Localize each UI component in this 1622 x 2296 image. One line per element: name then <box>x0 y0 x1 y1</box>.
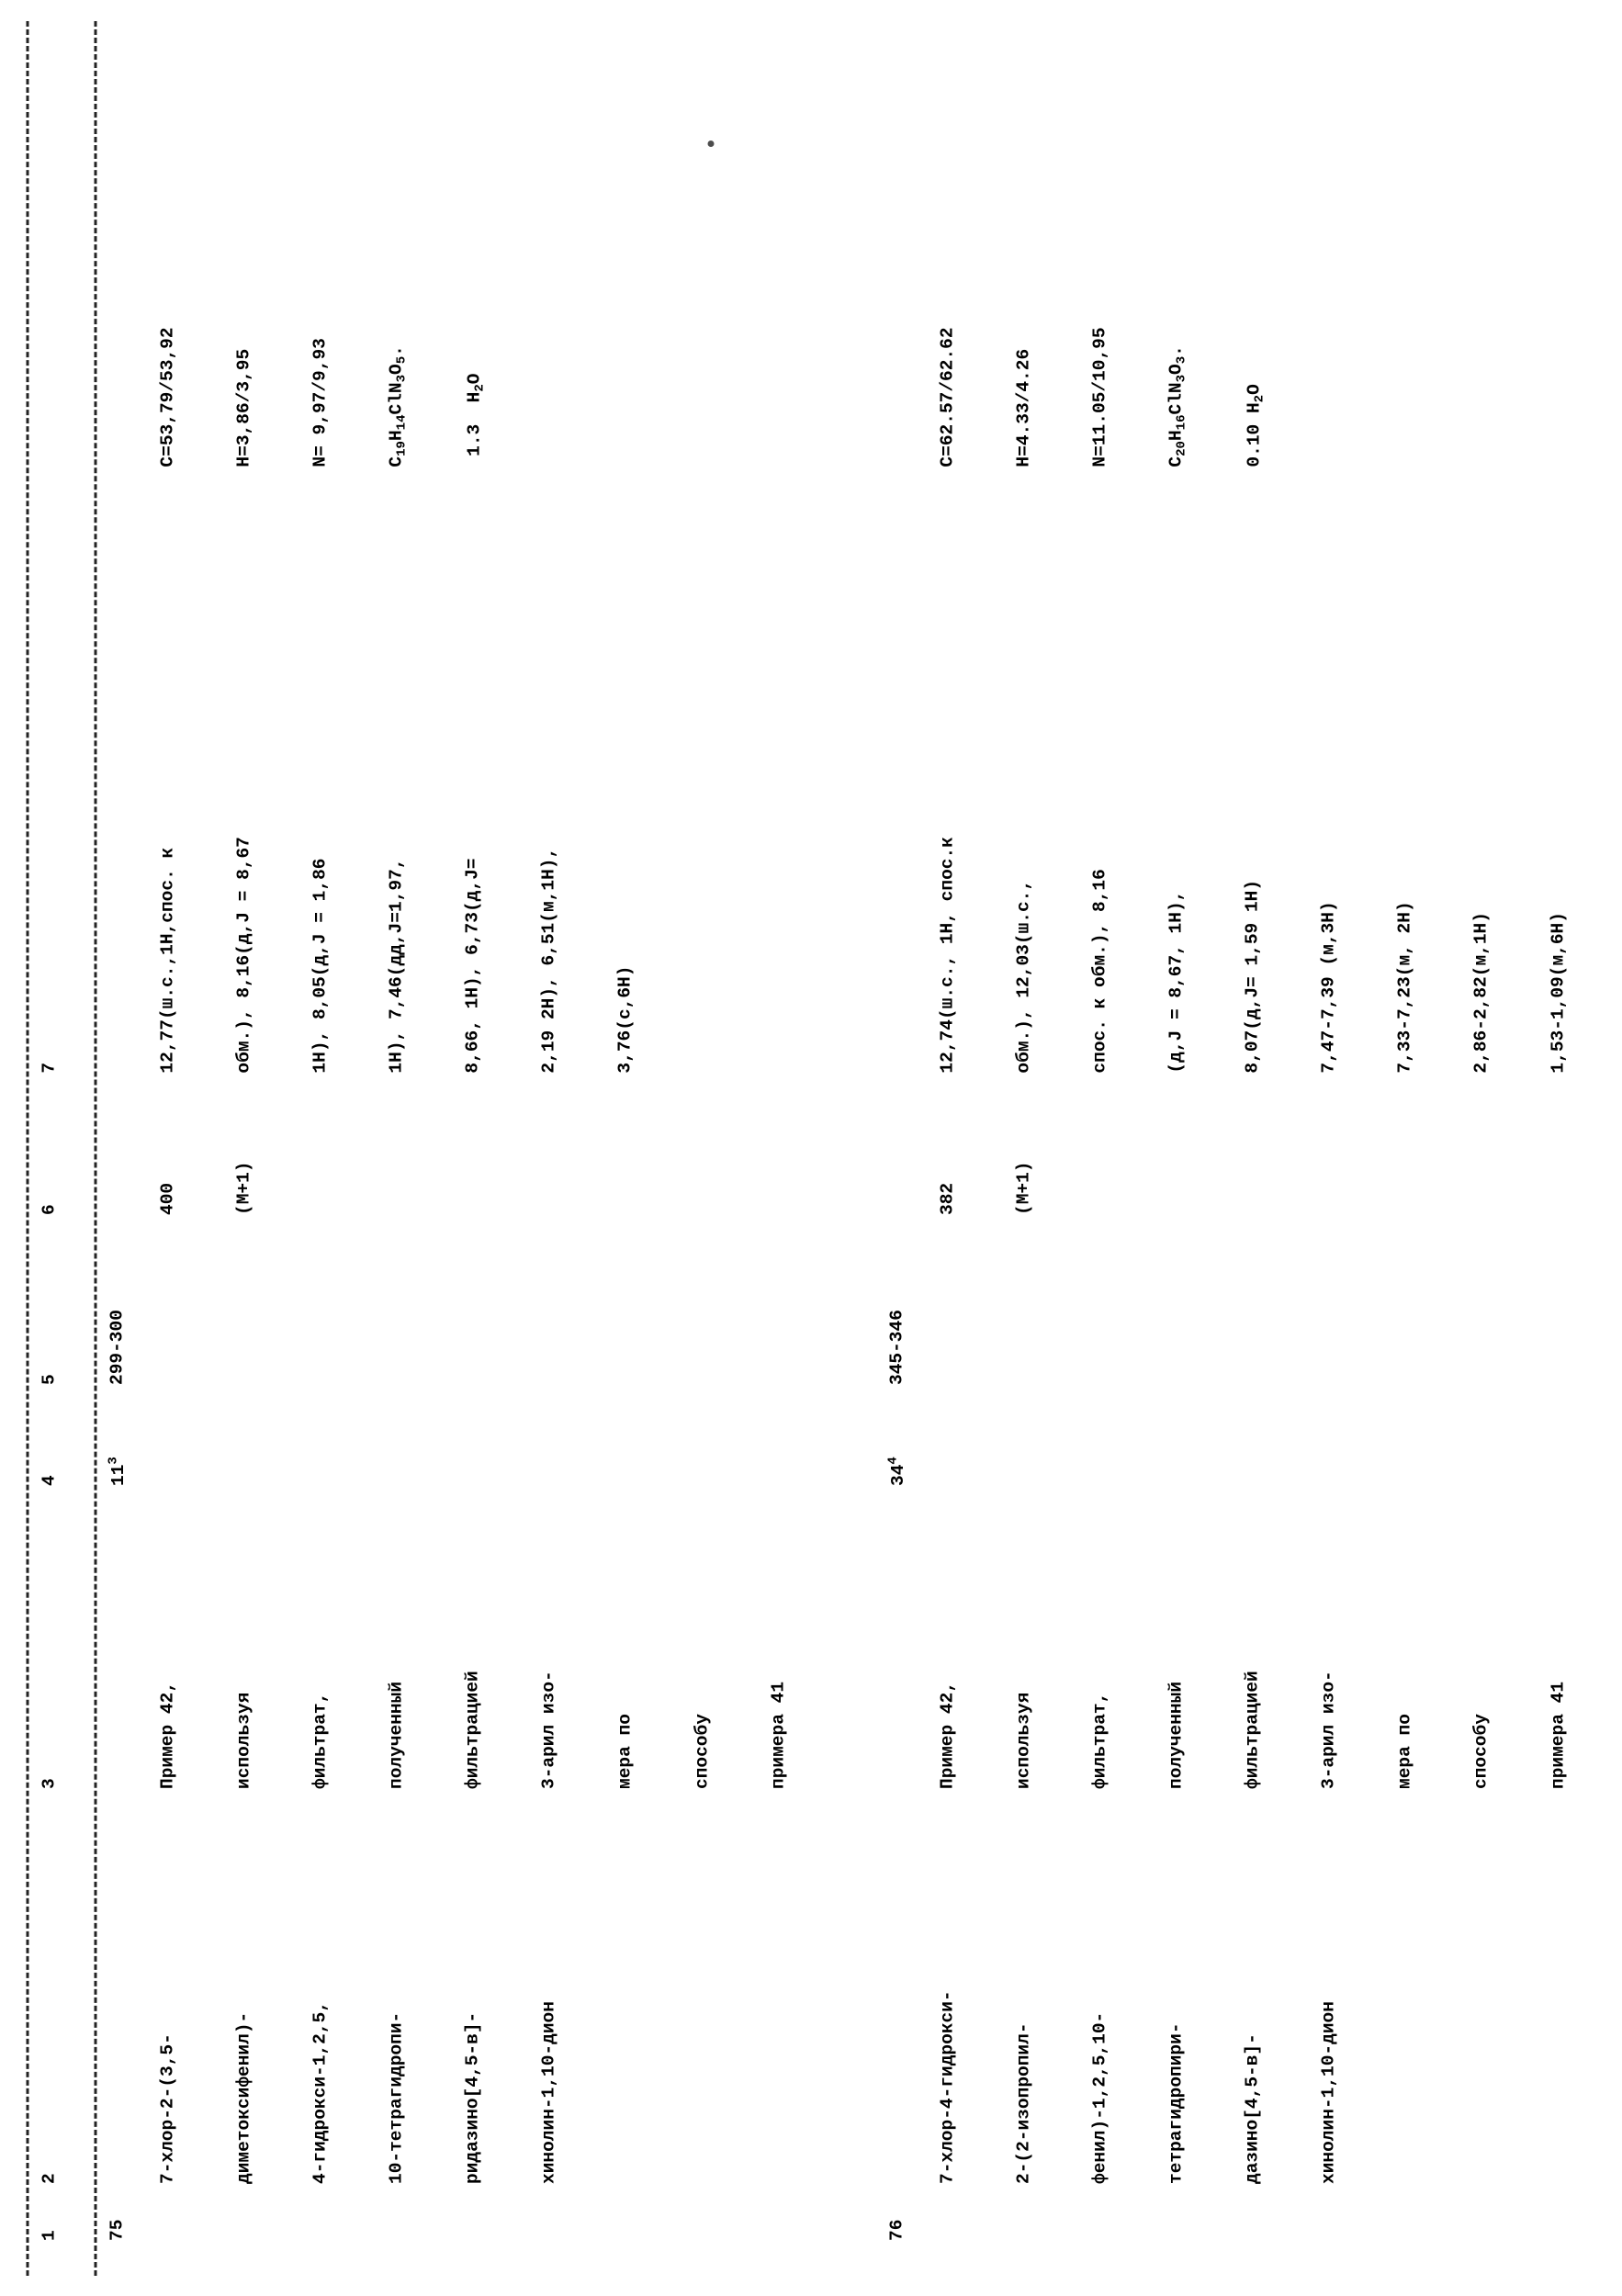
elemental-analysis-cell <box>105 82 842 467</box>
column-header-2: 2 <box>39 2173 59 2184</box>
compound-name-line: хинолин-1,10-дион <box>538 2001 559 2184</box>
analysis-line: N= 9,97/9,93 <box>310 338 331 467</box>
compound-name-line: ридазино[4,5-в]- <box>462 2011 483 2184</box>
analysis-hydrate: 1.3 $H_2O$ <box>464 373 488 467</box>
nmr-line: 8,66, 1Н), 6,73(д,J= <box>462 858 483 1074</box>
column-header-4: 4 <box>39 1475 59 1486</box>
compound-name-cell <box>884 1789 1622 2184</box>
method-line: фильтрат, <box>1089 1692 1110 1789</box>
nmr-line: 2,86-2,82(м,1Н) <box>1470 912 1492 1074</box>
nmr-line: 1,53-1,09(м,6Н) <box>1547 912 1568 1074</box>
method-line: используя <box>1013 1692 1034 1789</box>
compound-name-line: диметоксифенил)- <box>233 2011 254 2184</box>
method-line: способу <box>691 1714 712 1789</box>
row-number: 75 <box>106 2219 127 2241</box>
yield-value: 34 <box>887 1464 908 1486</box>
column-header-6: 6 <box>39 1204 59 1215</box>
table-header-row <box>37 82 62 2241</box>
nmr-line: 12,77(ш.с.,1Н,спос. к <box>157 847 178 1074</box>
method-line: примера 41 <box>1547 1681 1568 1789</box>
column-header-3: 3 <box>39 1778 59 1789</box>
melting-point-cell: 345-346 <box>885 1310 907 1385</box>
elemental-analysis-cell <box>884 82 1622 467</box>
row-spacer <box>842 82 884 2241</box>
nmr-line: спос. к обм.), 8,16 <box>1089 869 1110 1074</box>
compound-name-cell <box>105 1789 842 2184</box>
nmr-line: 8,07(д,J= 1,59 1Н) <box>1242 879 1263 1074</box>
compound-name-line: тетрагидропири- <box>1166 2022 1187 2184</box>
table-row <box>884 82 1622 2241</box>
analysis-line: H=3,86/3,95 <box>233 348 254 467</box>
nmr-line: (д,J = 8,67, 1Н), <box>1166 890 1187 1074</box>
analysis-formula: $C_{19}H_{14}ClN_3O_5$. <box>386 345 410 467</box>
analysis-line: N=11.05/10,95 <box>1089 327 1110 467</box>
mass-spec-cell <box>884 1074 1622 1215</box>
compound-name-line: хинолин-1,10-дион <box>1318 2001 1339 2184</box>
method-line: полученный <box>1166 1681 1187 1789</box>
yield-value: 11 <box>107 1464 129 1486</box>
nmr-line: 12,74(ш.с., 1Н, спос.к <box>937 837 957 1074</box>
compound-name-line: 10-тетрагидропи- <box>386 2011 407 2184</box>
spacer-cell <box>62 82 105 2241</box>
analysis-line: C=53,79/53,92 <box>157 327 178 467</box>
yield-cell <box>105 1385 842 1486</box>
row-number: 76 <box>885 2219 907 2241</box>
mass-spec-line: 382 <box>937 1182 957 1215</box>
nmr-line: 1Н), 8,05(д,J = 1,86 <box>310 858 331 1074</box>
compound-name-line: 7-хлор-2-(3,5- <box>157 2033 178 2184</box>
method-line: 3-арил изо- <box>1318 1671 1339 1789</box>
nmr-cell <box>105 467 842 1074</box>
patent-data-table <box>37 82 1622 2241</box>
yield-footnote: 3 <box>105 1457 120 1465</box>
method-line: полученный <box>386 1681 407 1789</box>
analysis-line: C=62.57/62.62 <box>937 327 957 467</box>
nmr-line: 7,33-7,23(м, 2Н) <box>1394 901 1415 1074</box>
method-line: 3-арил изо- <box>538 1671 559 1789</box>
compound-name-line: 7-хлор-4-гидрокси- <box>937 1990 957 2184</box>
nmr-line: 1Н), 7,46(дд,J=1,97, <box>386 858 407 1074</box>
mass-spec-line: (М+1) <box>233 1161 254 1215</box>
yield-footnote: 4 <box>884 1457 900 1465</box>
column-header-7: 7 <box>39 1062 59 1074</box>
mass-spec-line: (М+1) <box>1013 1161 1034 1215</box>
nmr-line: обм.), 12,03(ш.с., <box>1013 879 1034 1074</box>
analysis-formula: $C_{20}H_{16}ClN_3O_3$. <box>1166 345 1189 467</box>
melting-point-cell: 299-300 <box>106 1310 127 1385</box>
analysis-line: H=4.33/4.26 <box>1013 348 1034 467</box>
method-line: фильтрат, <box>310 1692 331 1789</box>
method-line: фильтрацией <box>1242 1671 1263 1789</box>
method-line: Пример 42, <box>157 1681 178 1789</box>
method-line: Пример 42, <box>937 1681 957 1789</box>
spacer-cell <box>842 82 884 2241</box>
method-line: примера 41 <box>767 1681 788 1789</box>
table-top-rule <box>26 21 28 2276</box>
header-spacer-row <box>62 82 105 2241</box>
column-header-1: 1 <box>39 2230 59 2241</box>
nmr-line: 3,76(с,6Н) <box>614 965 636 1074</box>
nmr-line: 7,47-7,39 (м,3Н) <box>1318 901 1339 1074</box>
nmr-line: обм.), 8,16(д,J = 8,67 <box>233 837 254 1074</box>
method-cell <box>884 1486 1622 1789</box>
yield-cell <box>884 1385 1622 1486</box>
compound-name-line: 4-гидрокси-1,2,5, <box>310 2001 331 2184</box>
nmr-line: 2,19 2Н), 6,51(м,1Н), <box>538 847 559 1074</box>
method-line: мера по <box>1394 1714 1415 1789</box>
compound-name-line: 2-(2-изопропил- <box>1013 2022 1034 2184</box>
compound-name-line: дазино[4,5-в]- <box>1242 2033 1263 2184</box>
method-line: мера по <box>614 1714 636 1789</box>
nmr-cell <box>884 467 1622 1074</box>
mass-spec-line: 400 <box>157 1182 178 1215</box>
method-cell <box>105 1486 842 1789</box>
table-row <box>105 82 842 2241</box>
mass-spec-cell <box>105 1074 842 1215</box>
column-header-5: 5 <box>39 1374 59 1385</box>
analysis-hydrate: 0.10 $H_2O$ <box>1244 384 1267 467</box>
method-line: способу <box>1470 1714 1492 1789</box>
method-line: используя <box>233 1692 254 1789</box>
method-line: фильтрацией <box>462 1671 483 1789</box>
compound-name-line: фенил)-1,2,5,10- <box>1089 2011 1110 2184</box>
